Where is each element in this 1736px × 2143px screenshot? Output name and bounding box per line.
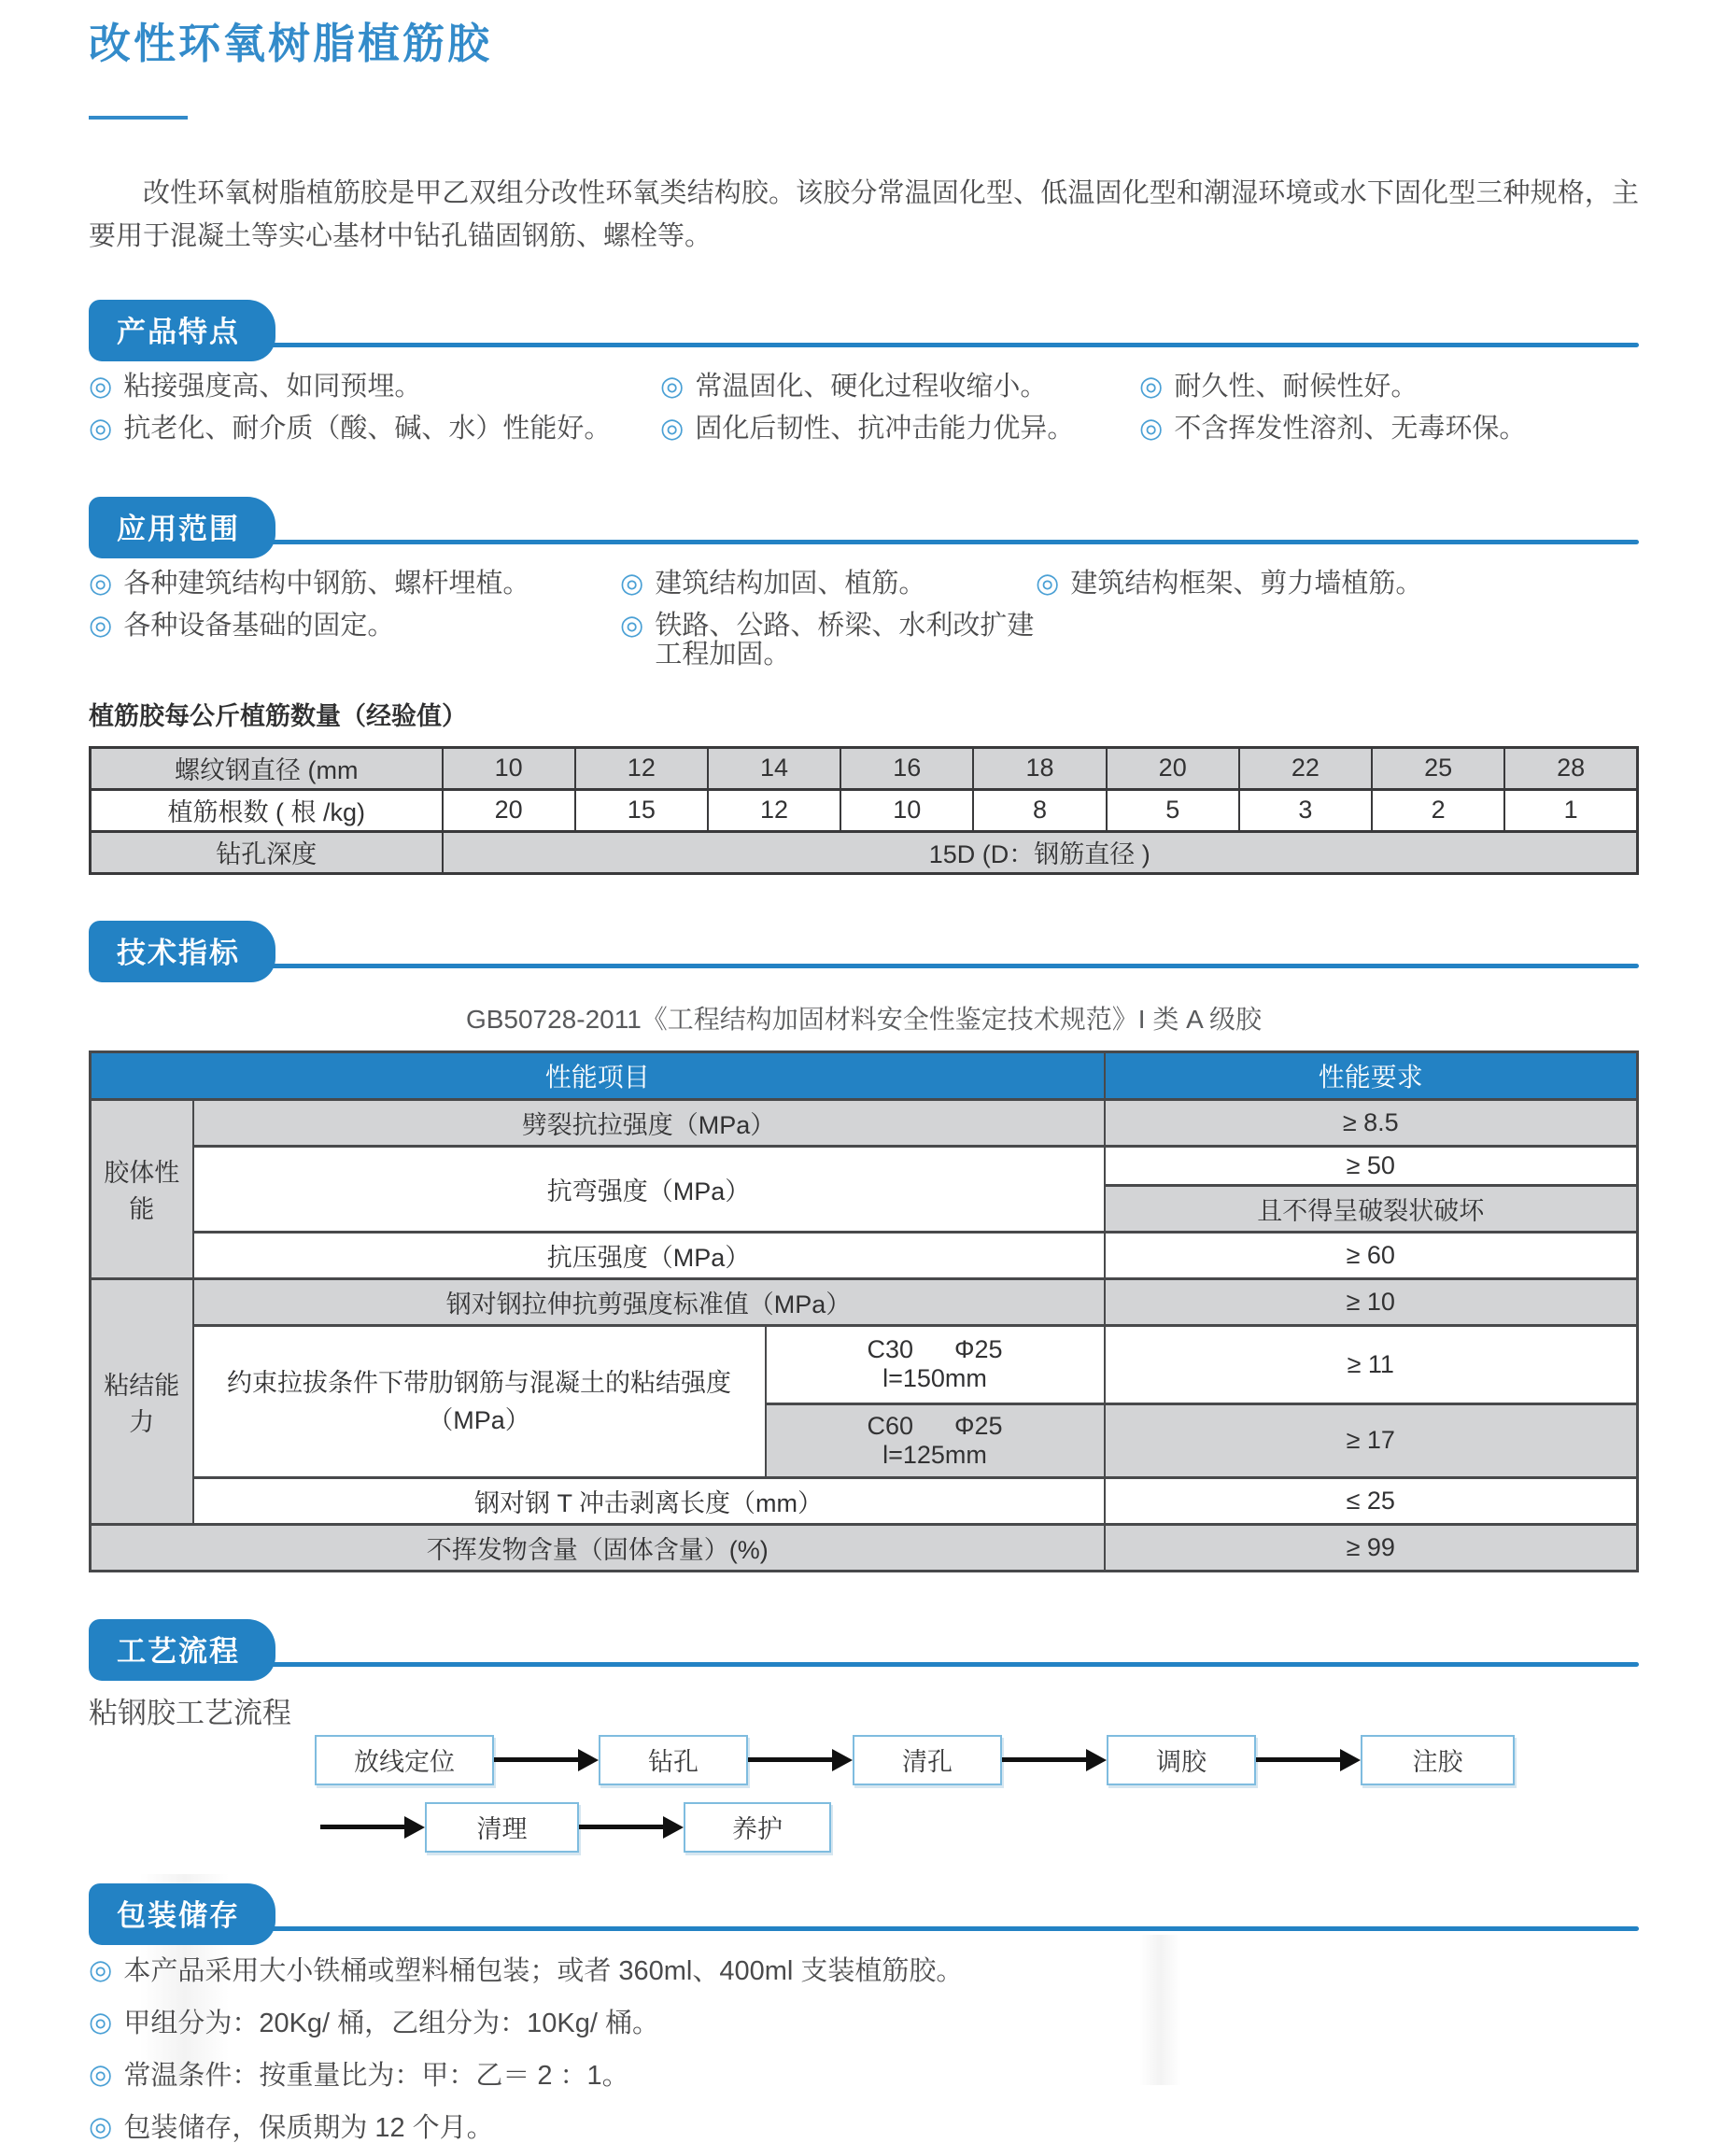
standard-reference: GB50728-2011《工程结构加固材料安全性鉴定技术规范》I 类 A 级胶 (465, 1004, 1263, 1034)
section-badge-tech: 技术指标 (89, 921, 275, 982)
list-item (620, 570, 1036, 599)
bar-diameter: Φ25 (953, 1335, 1003, 1363)
bullet-icon: ◎ (89, 2059, 113, 2090)
process-step: 清理 (425, 1802, 579, 1853)
item-text: 粘接强度高、如同预埋。 (123, 371, 422, 402)
list-item (89, 2113, 1639, 2143)
dosage-table-title: 植筋胶每公斤植筋数量（经验值） (89, 701, 467, 730)
table-row (91, 1146, 1638, 1185)
tech-table (89, 1050, 1639, 1572)
cell: 15D (D：钢筋直径 ) (443, 831, 1638, 873)
cell: 20 (443, 789, 575, 831)
bullet-icon: ◎ (89, 2007, 113, 2037)
cell: 12 (708, 789, 840, 831)
arrow-right-icon (1002, 1749, 1107, 1771)
section-underline (89, 343, 1639, 347)
section-badge-features: 产品特点 (89, 300, 275, 361)
requirement-cell: ≥ 99 (1105, 1524, 1638, 1571)
item-text: 建筑结构框架、剪力墙植筋。 (1070, 568, 1423, 599)
bullet-icon: ◎ (620, 568, 644, 599)
list-item (1036, 570, 1639, 599)
list-item (89, 612, 620, 670)
title-underline (89, 116, 188, 120)
section-badge-applications: 应用范围 (89, 497, 275, 558)
features-list (89, 373, 1639, 444)
section-underline (89, 964, 1639, 968)
section-header-tech (89, 921, 1639, 975)
cell: 25 (1372, 747, 1504, 789)
list-item (89, 2009, 1639, 2038)
property-cell: 钢对钢 T 冲击剥离长度（mm） (193, 1477, 1105, 1524)
intro-paragraph: 改性环氧树脂植筋胶是甲乙双组分改性环氧类结构胶。该胶分常温固化型、低温固化型和潮湿环境或水下固化型三种规格，主要用于混凝土等实心基材中钻孔锚固钢筋、螺栓等。 (89, 177, 1639, 251)
bullet-icon: ◎ (1139, 413, 1164, 444)
list-item (660, 373, 1139, 402)
bullet-icon: ◎ (660, 413, 685, 444)
group-label: 胶体性能 (91, 1099, 193, 1278)
row-label: 植筋根数 ( 根 /kg) (91, 789, 443, 831)
bullet-icon: ◎ (1036, 568, 1060, 599)
bullet-icon: ◎ (1139, 371, 1164, 402)
requirement-cell: ≥ 17 (1105, 1403, 1638, 1477)
process-step: 放线定位 (315, 1735, 494, 1785)
concrete-grade: C60 (867, 1411, 913, 1440)
requirement-cell: ≥ 10 (1105, 1278, 1638, 1325)
group-label: 粘结能力 (91, 1278, 193, 1524)
row-label: 钻孔深度 (91, 831, 443, 873)
requirement-cell: ≥ 50 (1105, 1146, 1638, 1185)
table-row (91, 747, 1638, 789)
item-text: 固化后韧性、抗冲击能力优异。 (695, 413, 1075, 444)
table-row (91, 831, 1638, 873)
condition-cell (766, 1403, 1105, 1477)
list-item (89, 2061, 1639, 2091)
process-step: 养护 (684, 1802, 831, 1853)
table-row (91, 1278, 1638, 1325)
cell: 1 (1504, 789, 1637, 831)
header-cell-req: 性能要求 (1105, 1051, 1638, 1099)
bullet-icon: ◎ (89, 413, 113, 444)
document-page (0, 20, 1736, 2143)
list-item (620, 612, 1036, 670)
requirement-cell: ≤ 25 (1105, 1477, 1638, 1524)
dosage-table (89, 746, 1639, 875)
requirement-note-cell: 且不得呈破裂状破坏 (1105, 1185, 1638, 1232)
cell: 3 (1239, 789, 1372, 831)
header-cell-item: 性能项目 (91, 1051, 1105, 1099)
page-title: 改性环氧树脂植筋胶 (89, 20, 493, 67)
item-text: 耐久性、耐候性好。 (1174, 371, 1418, 402)
cell: 8 (973, 789, 1106, 831)
embed-length: l=125mm (882, 1440, 987, 1469)
item-text: 甲组分为：20Kg/ 桶，乙组分为：10Kg/ 桶。 (123, 2008, 659, 2038)
item-text: 铁路、公路、桥梁、水利改扩建工程加固。 (655, 610, 1035, 670)
applications-list (89, 570, 1639, 670)
row-label: 螺纹钢直径 (mm (91, 747, 443, 789)
item-text: 包装储存，保质期为 12 个月。 (123, 2112, 494, 2143)
section-header-features (89, 300, 1639, 354)
item-text: 各种建筑结构中钢筋、螺杆埋植。 (123, 568, 530, 599)
property-cell: 不挥发物含量（固体含量）(%) (91, 1524, 1105, 1571)
item-text: 建筑结构加固、植筋。 (655, 568, 926, 599)
section-underline (89, 540, 1639, 544)
bullet-icon: ◎ (89, 2111, 113, 2142)
cell: 2 (1372, 789, 1504, 831)
bullet-icon: ◎ (89, 568, 113, 599)
property-cell: 钢对钢拉伸抗剪强度标准值（MPa） (193, 1278, 1105, 1325)
bullet-icon: ◎ (620, 610, 644, 641)
arrow-right-icon (320, 1816, 425, 1839)
list-item (89, 415, 660, 444)
cell: 15 (575, 789, 708, 831)
list-item (89, 1956, 1639, 1986)
list-item (89, 570, 620, 599)
item-text: 常温条件：按重量比为：甲：乙＝ 2 ：1。 (123, 2060, 629, 2091)
cell: 12 (575, 747, 708, 789)
process-step: 清孔 (853, 1735, 1002, 1785)
cell: 20 (1107, 747, 1239, 789)
item-text: 常温固化、硬化过程收缩小。 (695, 371, 1048, 402)
property-cell: 劈裂抗拉强度（MPa） (193, 1099, 1105, 1146)
table-row (91, 1232, 1638, 1278)
property-line1: 约束拉拔条件下带肋钢筋与混凝土的粘结强度 (227, 1368, 731, 1397)
item-text: 各种设备基础的固定。 (123, 610, 395, 641)
arrow-right-icon (1256, 1749, 1361, 1771)
list-item (1139, 373, 1639, 402)
cell: 22 (1239, 747, 1372, 789)
cell: 28 (1504, 747, 1637, 789)
section-header-process (89, 1619, 1639, 1673)
section-badge-process: 工艺流程 (89, 1619, 275, 1681)
table-row (91, 1325, 1638, 1403)
cell: 14 (708, 747, 840, 789)
requirement-cell: ≥ 8.5 (1105, 1099, 1638, 1146)
table-row (91, 1524, 1638, 1571)
packaging-list (89, 1956, 1639, 2143)
embed-length: l=150mm (882, 1364, 987, 1392)
bullet-icon: ◎ (89, 610, 113, 641)
table-row (91, 1099, 1638, 1146)
process-subtitle: 粘钢胶工艺流程 (89, 1696, 291, 1729)
item-text: 本产品采用大小铁桶或塑料桶包装；或者 360ml、400ml 支装植筋胶。 (123, 1955, 964, 1986)
process-step: 注胶 (1361, 1735, 1515, 1785)
arrow-right-icon (579, 1816, 684, 1839)
cell: 18 (973, 747, 1106, 789)
cell: 5 (1107, 789, 1239, 831)
section-underline (89, 1662, 1639, 1667)
bullet-icon: ◎ (660, 371, 685, 402)
list-item (89, 373, 660, 402)
table-row (91, 789, 1638, 831)
bullet-icon: ◎ (89, 371, 113, 402)
property-cell (193, 1325, 766, 1477)
process-step: 调胶 (1107, 1735, 1256, 1785)
cell: 10 (443, 747, 575, 789)
process-step: 钻孔 (599, 1735, 748, 1785)
item-text: 不含挥发性溶剂、无毒环保。 (1174, 413, 1527, 444)
bullet-icon: ◎ (89, 1954, 113, 1985)
section-badge-packaging: 包装储存 (89, 1883, 275, 1945)
condition-cell (766, 1325, 1105, 1403)
section-header-applications (89, 497, 1639, 551)
cell: 16 (840, 747, 973, 789)
bar-diameter: Φ25 (953, 1411, 1003, 1440)
requirement-cell: ≥ 60 (1105, 1232, 1638, 1278)
arrow-right-icon (748, 1749, 853, 1771)
property-cell: 抗压强度（MPa） (193, 1232, 1105, 1278)
table-header-row (91, 1051, 1638, 1099)
process-flow-row-2 (320, 1802, 1639, 1853)
list-item (1139, 415, 1639, 444)
concrete-grade: C30 (867, 1335, 913, 1363)
arrow-right-icon (494, 1749, 599, 1771)
section-underline (89, 1926, 1639, 1931)
section-header-packaging (89, 1883, 1639, 1938)
table-row (91, 1477, 1638, 1524)
item-text: 抗老化、耐介质（酸、碱、水）性能好。 (123, 413, 612, 444)
property-cell: 抗弯强度（MPa） (193, 1146, 1105, 1232)
list-item (660, 415, 1139, 444)
property-line2: （MPa） (428, 1405, 530, 1434)
process-flow-row-1 (315, 1735, 1639, 1785)
cell: 10 (840, 789, 973, 831)
requirement-cell: ≥ 11 (1105, 1325, 1638, 1403)
